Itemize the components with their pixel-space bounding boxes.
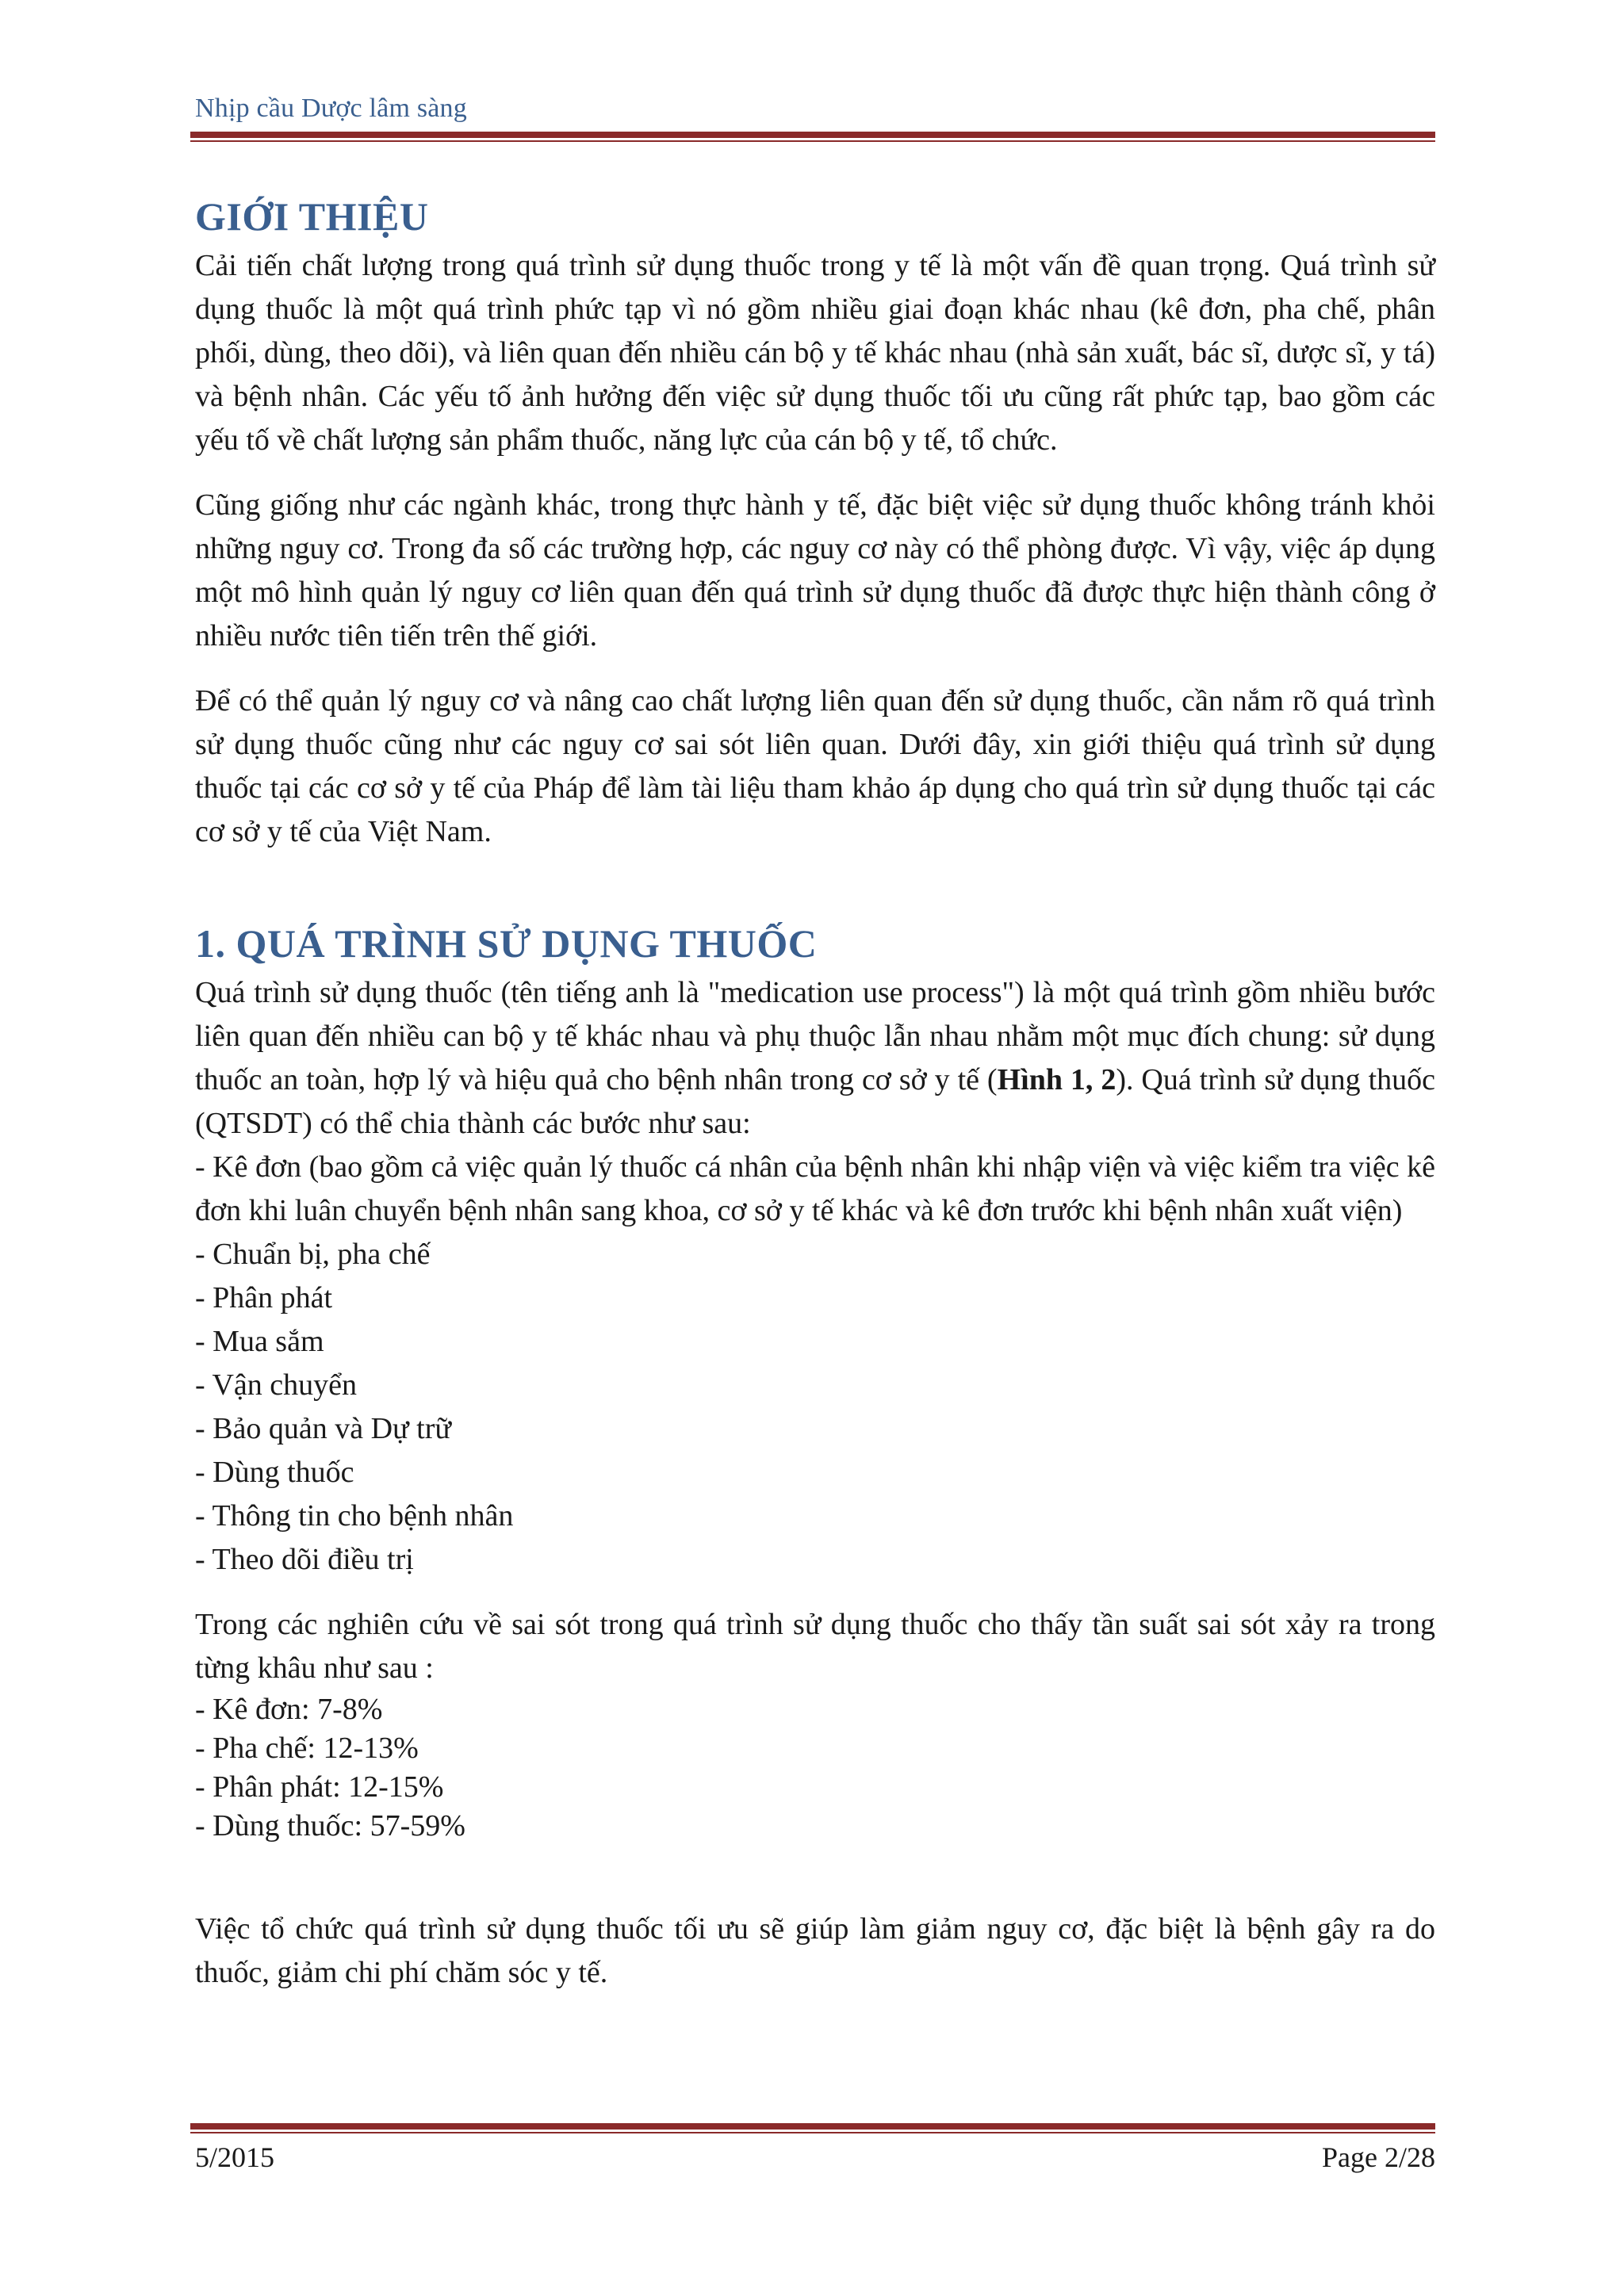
- header-rule: [190, 132, 1435, 142]
- intro-heading: GIỚI THIỆU: [195, 194, 429, 239]
- conclusion-paragraph: Việc tổ chức quá trình sử dụng thuốc tối ưu sẽ giúp làm giảm nguy cơ, đặc biệt là bệnh gây ra do thuốc, giảm chi phí chăm sóc y tế.: [195, 1912, 1435, 1989]
- footer-rule: [190, 2123, 1435, 2133]
- list-item: - Dùng thuốc: [195, 1451, 1435, 1494]
- error-intro: Trong các nghiên cứu về sai sót trong quá trình sử dụng thuốc cho thấy tần suất sai sót xảy ra trong từng khâu như sau :: [195, 1608, 1435, 1685]
- process-steps-list: [195, 1146, 1435, 1582]
- list-item: - Kê đơn: 7-8%: [195, 1690, 1435, 1729]
- page-number: Page 2/28: [1322, 2141, 1435, 2173]
- list-item: - Thông tin cho bệnh nhân: [195, 1494, 1435, 1538]
- list-item: - Vận chuyển: [195, 1364, 1435, 1407]
- running-footer: [195, 2141, 1435, 2174]
- error-rates-list: [195, 1690, 1435, 1846]
- list-item: - Dùng thuốc: 57-59%: [195, 1807, 1435, 1846]
- list-item: - Pha chế: 12-13%: [195, 1729, 1435, 1768]
- list-item: - Theo dõi điều trị: [195, 1538, 1435, 1582]
- intro-paragraph-2: Cũng giống như các ngành khác, trong thực hành y tế, đặc biệt việc sử dụng thuốc không tránh khỏi những nguy cơ. Trong đa số các trường hợp, các nguy cơ này có thể phòng được. Vì vậy, việc áp dụng một mô hình quản lý nguy cơ liên quan đến quá trình sử dụng thuốc đã được thực hiện thành công ở nhiều nước tiên tiến trên thế giới.: [195, 488, 1435, 652]
- list-item: - Kê đơn (bao gồm cả việc quản lý thuốc cá nhân của bệnh nhân khi nhập viện và việc kiểm tra việc kê đơn khi luân chuyển bệnh nhân sang khoa, cơ sở y tế khác và kê đơn trước khi bệnh nhân xuất viện): [195, 1146, 1435, 1233]
- running-header: Nhịp cầu Dược lâm sàng: [195, 94, 467, 123]
- list-item: - Phân phát: [195, 1276, 1435, 1320]
- intro-paragraph-3: Để có thể quản lý nguy cơ và nâng cao chất lượng liên quan đến sử dụng thuốc, cần nắm rõ quá trình sử dụng thuốc cũng như các nguy cơ sai sót liên quan. Dưới đây, xin giới thiệu quá trình sử dụng thuốc tại các cơ sở y tế của Pháp để làm tài liệu tham khảo áp dụng cho quá trìn sử dụng thuốc tại các cơ sở y tế của Việt Nam.: [195, 684, 1435, 848]
- intro-paragraph-1: Cải tiến chất lượng trong quá trình sử dụng thuốc trong y tế là một vấn đề quan trọng. Quá trình sử dụng thuốc là một quá trình phức tạp vì nó gồm nhiều giai đoạn khác nhau (kê đơn, pha chế, phân phối, dùng, theo dõi), và liên quan đến nhiều cán bộ y tế khác nhau (nhà sản xuất, bác sĩ, dược sĩ, y tá) và bệnh nhân. Các yếu tố ảnh hưởng đến việc sử dụng thuốc tối ưu cũng rất phức tạp, bao gồm các yếu tố về chất lượng sản phẩm thuốc, năng lực của cán bộ y tế, tổ chức.: [195, 249, 1435, 457]
- list-item: - Phân phát: 12-15%: [195, 1768, 1435, 1807]
- list-item: - Mua sắm: [195, 1320, 1435, 1364]
- page-content: [195, 189, 1435, 1995]
- section-1-intro: Quá trình sử dụng thuốc (tên tiếng anh là "medication use process") là một quá trình gồm nhiều bước liên quan đến nhiều can bộ y tế khác nhau và phụ thuộc lẫn nhau nhằm một mục đích chung: sử dụng thuốc an toàn, hợp lý và hiệu quả cho bệnh nhân trong cơ sở y tế (Hình 1, 2). Quá trình sử dụng thuốc (QTSDT) có thể chia thành các bước như sau:: [195, 976, 1435, 1140]
- list-item: - Bảo quản và Dự trữ: [195, 1407, 1435, 1451]
- footer-date: 5/2015: [195, 2141, 275, 2173]
- figure-reference: Hình 1, 2: [997, 1063, 1116, 1096]
- list-item: - Chuẩn bị, pha chế: [195, 1233, 1435, 1276]
- section-1-heading: 1. QUÁ TRÌNH SỬ DỤNG THUỐC: [195, 921, 818, 966]
